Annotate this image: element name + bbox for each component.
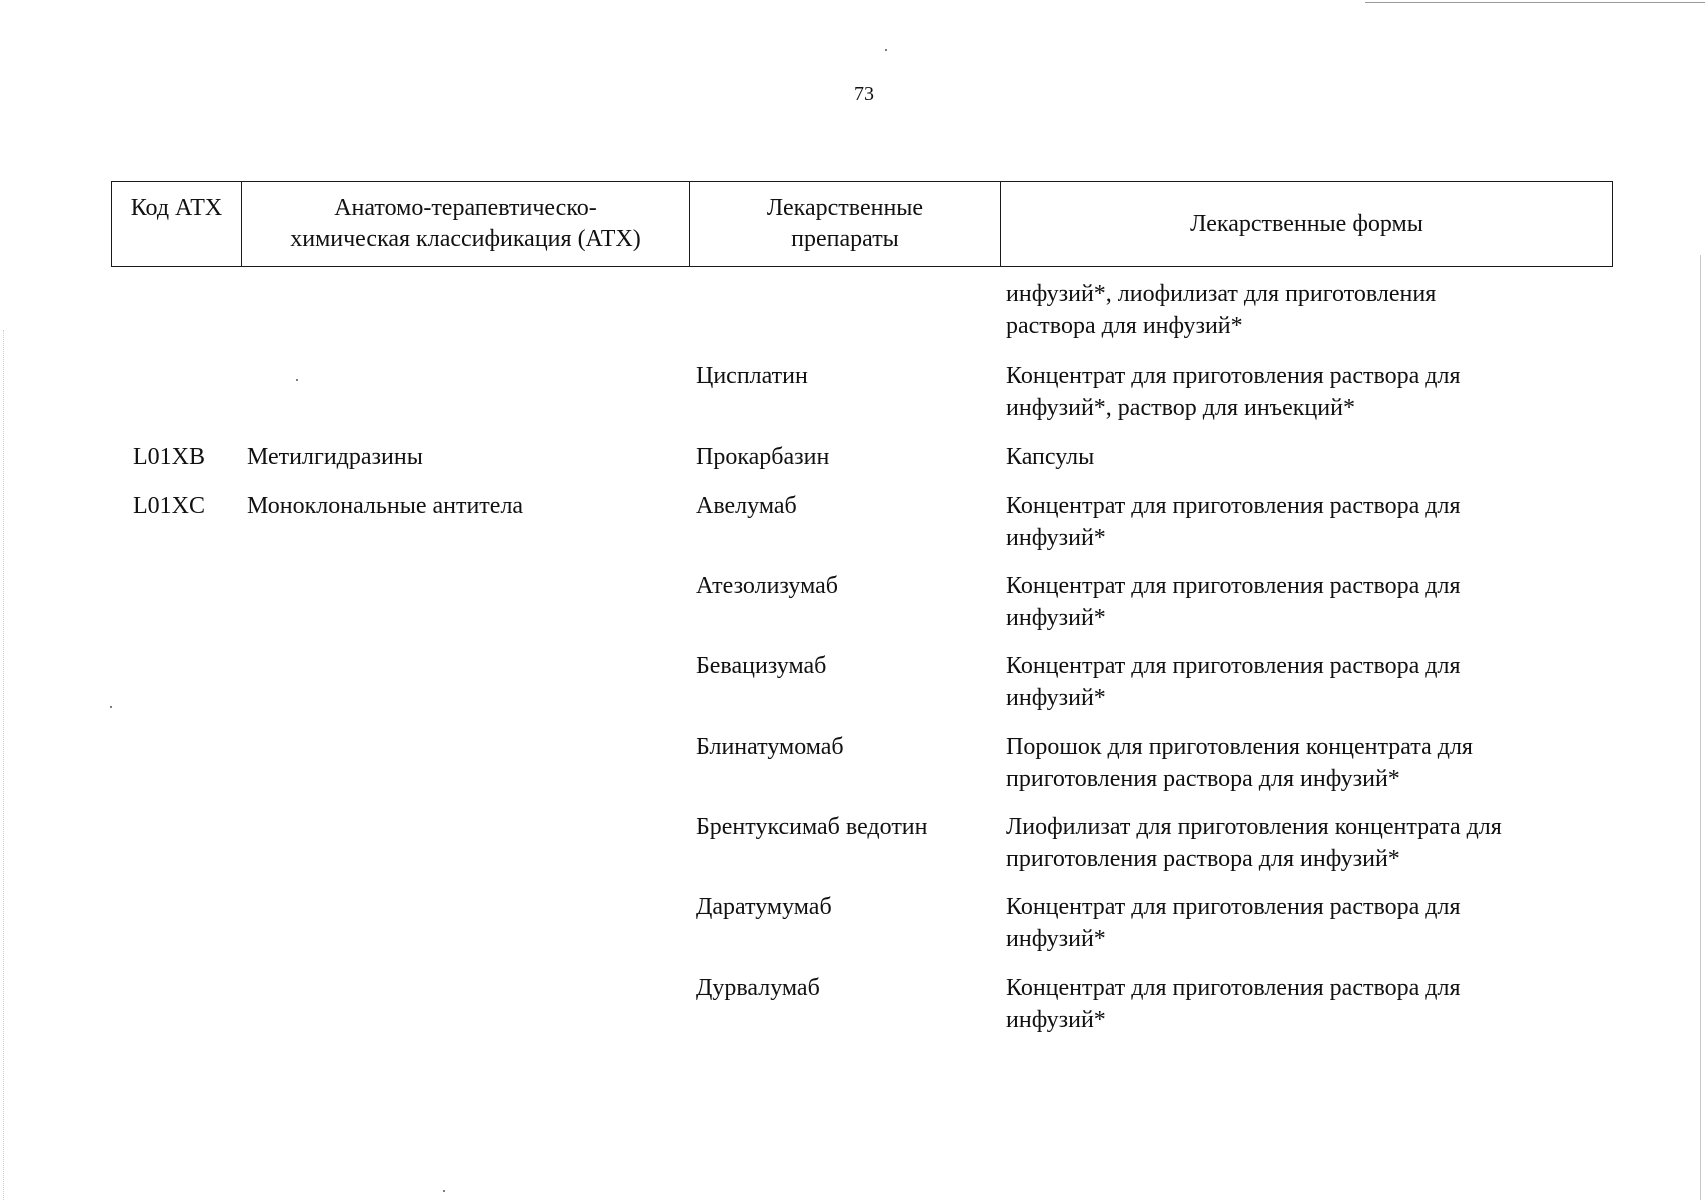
atc-classification: Моноклональные антитела bbox=[247, 493, 524, 519]
drug-name: Даратумумаб bbox=[696, 894, 832, 920]
dosage-form bbox=[1006, 811, 1606, 875]
dosage-form bbox=[1006, 731, 1606, 795]
dosage-form-line1: Порошок для приготовления концентрата для bbox=[1006, 734, 1473, 760]
scan-edge-dots-left bbox=[3, 330, 4, 1200]
scan-speck bbox=[443, 1190, 445, 1192]
header-forms-label: Лекарственные формы bbox=[1190, 210, 1423, 237]
dosage-form-line2: приготовления раствора для инфузий* bbox=[1006, 846, 1400, 872]
dosage-form-line1: Концентрат для приготовления раствора для bbox=[1006, 653, 1461, 679]
dosage-form-line1: Концентрат для приготовления раствора для bbox=[1006, 493, 1461, 519]
drug-name: Атезолизумаб bbox=[696, 573, 838, 599]
header-code-label: Код АТХ bbox=[130, 195, 223, 221]
dosage-form-line2: инфузий* bbox=[1006, 926, 1106, 952]
scan-speck bbox=[885, 49, 887, 51]
dosage-form-line1: Концентрат для приготовления раствора для bbox=[1006, 573, 1461, 599]
header-drugs-line1: Лекарственные bbox=[766, 195, 924, 221]
header-classification bbox=[242, 182, 690, 267]
header-classification-line2: химическая классификация (АТХ) bbox=[290, 226, 641, 252]
table-header bbox=[111, 181, 1613, 267]
scan-edge-line-top bbox=[1365, 2, 1705, 3]
drug-name: Цисплатин bbox=[696, 363, 808, 389]
header-forms bbox=[1001, 182, 1613, 267]
header-drugs bbox=[690, 182, 1001, 267]
header-drugs-line2: препараты bbox=[791, 226, 899, 252]
drug-name: Брентуксимаб ведотин bbox=[696, 814, 928, 840]
dosage-form-line2: инфузий* bbox=[1006, 605, 1106, 631]
dosage-form-line1: Концентрат для приготовления раствора для bbox=[1006, 363, 1461, 389]
atc-classification: Метилгидразины bbox=[247, 444, 423, 470]
drug-name: Прокарбазин bbox=[696, 444, 830, 470]
header-code bbox=[112, 182, 242, 267]
dosage-form bbox=[1006, 441, 1606, 473]
dosage-form bbox=[1006, 490, 1606, 554]
dosage-form bbox=[1006, 891, 1606, 955]
atc-code: L01XB bbox=[133, 444, 205, 470]
dosage-form-line1: инфузий*, лиофилизат для приготовления bbox=[1006, 281, 1437, 307]
dosage-form bbox=[1006, 278, 1606, 342]
scan-speck bbox=[110, 706, 112, 708]
dosage-form-line1: Концентрат для приготовления раствора для bbox=[1006, 975, 1461, 1001]
scan-edge-line-right bbox=[1700, 255, 1701, 1200]
dosage-form bbox=[1006, 650, 1606, 714]
dosage-form-line1: Лиофилизат для приготовления концентрата для bbox=[1006, 814, 1502, 840]
dosage-form-line2: инфузий* bbox=[1006, 685, 1106, 711]
header-classification-line1: Анатомо-терапевтическо- bbox=[334, 195, 597, 221]
drug-name: Дурвалумаб bbox=[696, 975, 820, 1001]
dosage-form-line2: инфузий* bbox=[1006, 525, 1106, 551]
dosage-form-line1: Концентрат для приготовления раствора для bbox=[1006, 894, 1461, 920]
dosage-form-line2: приготовления раствора для инфузий* bbox=[1006, 766, 1400, 792]
dosage-form bbox=[1006, 570, 1606, 634]
atc-code: L01XC bbox=[133, 493, 205, 519]
drug-name: Авелумаб bbox=[696, 493, 797, 519]
drug-name: Блинатумомаб bbox=[696, 734, 844, 760]
dosage-form-line2: раствора для инфузий* bbox=[1006, 313, 1243, 339]
page-number: 73 bbox=[854, 83, 874, 105]
dosage-form-line2: инфузий* bbox=[1006, 1007, 1106, 1033]
dosage-form bbox=[1006, 972, 1606, 1036]
dosage-form-line1: Капсулы bbox=[1006, 444, 1095, 470]
scan-speck bbox=[296, 379, 298, 381]
drug-name: Бевацизумаб bbox=[696, 653, 827, 679]
dosage-form bbox=[1006, 360, 1606, 424]
dosage-form-line2: инфузий*, раствор для инъекций* bbox=[1006, 395, 1355, 421]
